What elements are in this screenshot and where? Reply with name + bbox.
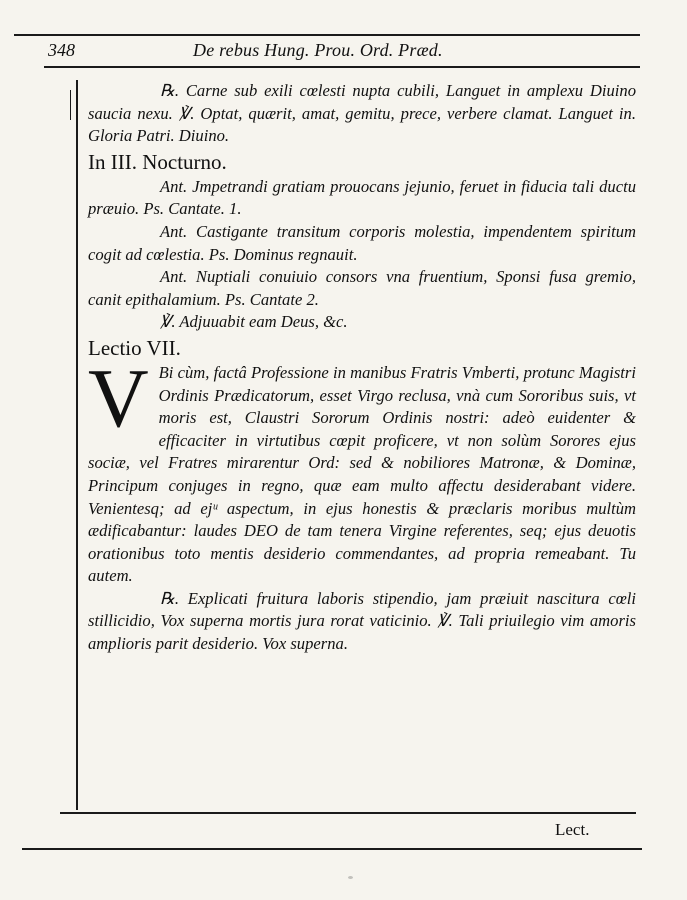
responsory-text: ℞. Explicati fruitura laboris stipendio, jam præiuit nascitura cœli stillicidio, Vox superna mortis jura rorat vaticinio. ℣. Tali priuilegio vim amoris amplioris parit desiderio. Vox superna.: [88, 588, 636, 654]
footer-rule-top: [60, 812, 636, 814]
left-margin-rule-thin: [70, 90, 71, 120]
left-margin-rule: [76, 80, 78, 810]
catchword: Lect.: [555, 820, 590, 839]
lesson-heading: Lectio VII.: [88, 335, 181, 360]
lesson-body: [88, 351, 636, 588]
drop-cap: V: [88, 351, 149, 445]
header-rule-top: [14, 34, 640, 36]
responsory-text: ℞. Carne sub exili cœlesti nupta cubili, Languet in amplexu Diuino saucia nexu. ℣. Optat, quærit, amat, gemitu, prece, verbere clamat. Languet in. Gloria Patri. Diuino.: [88, 81, 636, 146]
footer-rule-bottom: [22, 848, 642, 850]
running-head: De rebus Hung. Prou. Ord. Præd.: [193, 40, 443, 60]
versicle-text: ℣. Adjuuabit eam Deus, &c.: [160, 312, 348, 332]
header-rule-bottom: [44, 66, 640, 68]
antiphon-text: Ant. Jmpetrandi gratiam prouocans jejunio, feruet in fiducia tali ductu præuio. Ps. Cantate. 1.: [88, 176, 636, 219]
section-heading: In III. Nocturno.: [88, 149, 227, 174]
antiphon-text: Ant. Castigante transitum corporis molestia, impendentem spiritum cogit ad cœlestia. Ps. Dominus regnauit.: [88, 221, 636, 264]
print-smudge: [94, 372, 98, 375]
antiphon-text: Ant. Nuptiali conuiuio consors vna fruentium, Sponsi fusa gremio, canit epithalamium. Ps. Cantate 2.: [88, 267, 636, 309]
page-content: [88, 80, 636, 656]
page-header: [48, 40, 638, 66]
print-smudge: [348, 876, 353, 879]
page-number: 348: [48, 40, 75, 60]
lesson-text: Bi cùm, factâ Professione in manibus Fratris Vmberti, protunc Magistri Ordinis Prædicatorum, esset Virgo reclusa, vnà cum Sororibus suis, vt moris est, Claustri Sororum Ordinis nostri: adeò euidenter & efficaciter in virtutibus cœpit proficere, vt non solùm Sorores ejus sociæ, vel Fratres mirarentur Ord: sed & nobiliores Matronæ, & Dominæ, Principum conjuges in regno, quæ eam multo affectu desiderabant videre. Venientesq; ad ejᵘ aspectum, in ejus honestis & præclaris moribus multùm ædificabantur: laudes DEO de tam tenera Virgine referentes, seq; ejus deuotis orationibus toto mentis desiderio commendantes, ad propria remeabant. Tu autem.: [88, 362, 636, 586]
